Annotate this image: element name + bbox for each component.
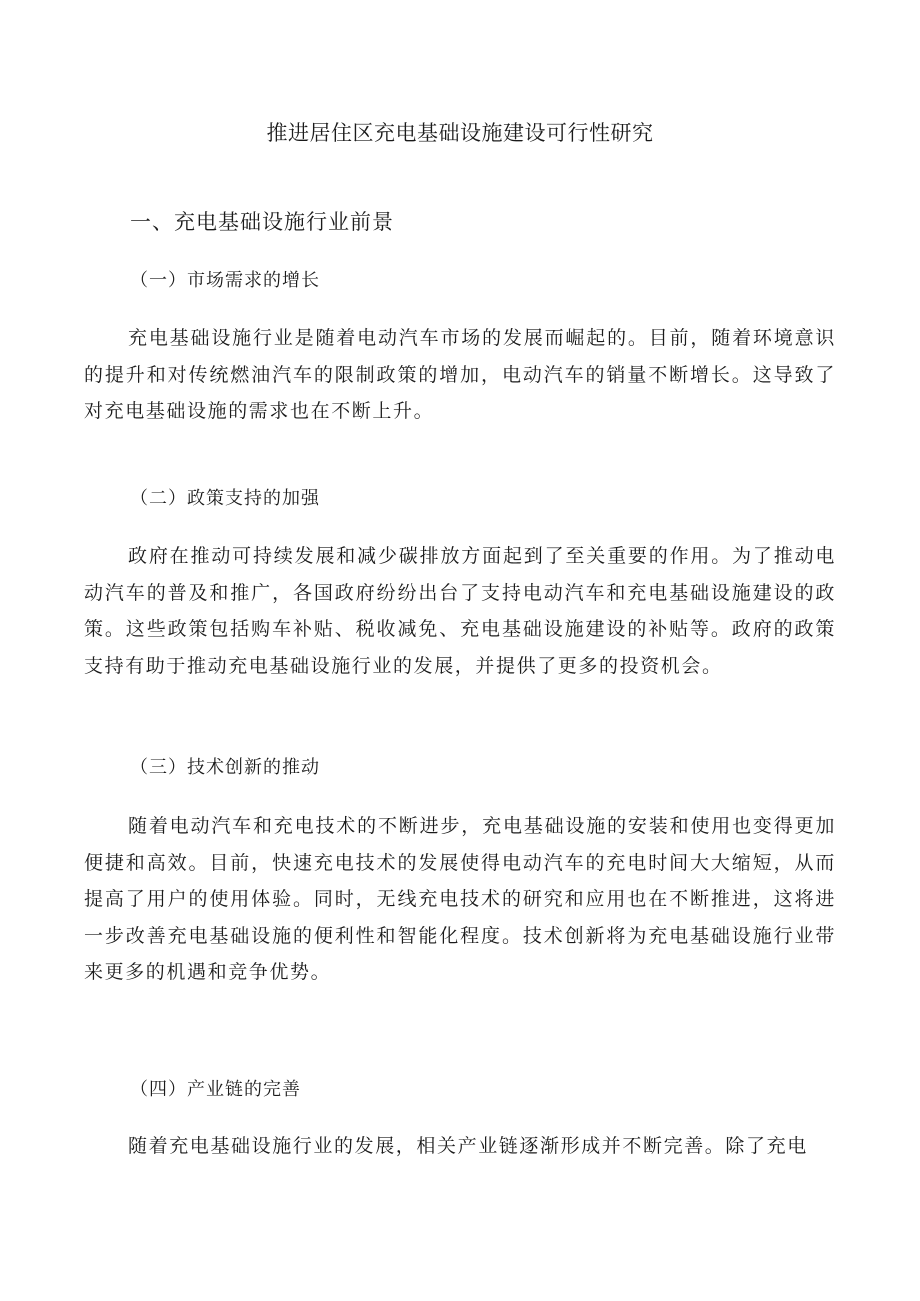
subsection-heading-policy-support: （二）政策支持的加强 xyxy=(130,488,320,509)
paragraph-market-demand: 充电基础设施行业是随着电动汽车市场的发展而崛起的。目前，随着环境意识的提升和对传统燃油汽车的限制政策的增加，电动汽车的销量不断增长。这导致了对充电基础设施的需求也在不断上升。 xyxy=(84,327,836,422)
subsection-heading-industry-chain: （四）产业链的完善 xyxy=(130,1079,301,1100)
section-heading-industry-outlook: 一、充电基础设施行业前景 xyxy=(130,210,394,234)
paragraph-industry-chain: 随着充电基础设施行业的发展，相关产业链逐渐形成并不断完善。除了充电 xyxy=(128,1135,808,1157)
document-title: 推进居住区充电基础设施建设可行性研究 xyxy=(266,121,654,145)
paragraph-policy-support: 政府在推动可持续发展和减少碳排放方面起到了至关重要的作用。为了推动电动汽车的普及和推广，各国政府纷纷出台了支持电动汽车和充电基础设施建设的政策。这些政策包括购车补贴、税收减免、充电基础设施建设的补贴等。政府的政策支持有助于推动充电基础设施行业的发展，并提供了更多的投资机会。 xyxy=(84,545,836,677)
subsection-heading-tech-innovation: （三）技术创新的推动 xyxy=(130,757,320,778)
subsection-heading-market-demand: （一）市场需求的增长 xyxy=(130,270,320,291)
paragraph-tech-innovation: 随着电动汽车和充电技术的不断进步，充电基础设施的安装和使用也变得更加便捷和高效。目前，快速充电技术的发展使得电动汽车的充电时间大大缩短，从而提高了用户的使用体验。同时，无线充电技术的研究和应用也在不断推进，这将进一步改善充电基础设施的便利性和智能化程度。技术创新将为充电基础设施行业带来更多的机遇和竞争优势。 xyxy=(84,815,836,983)
